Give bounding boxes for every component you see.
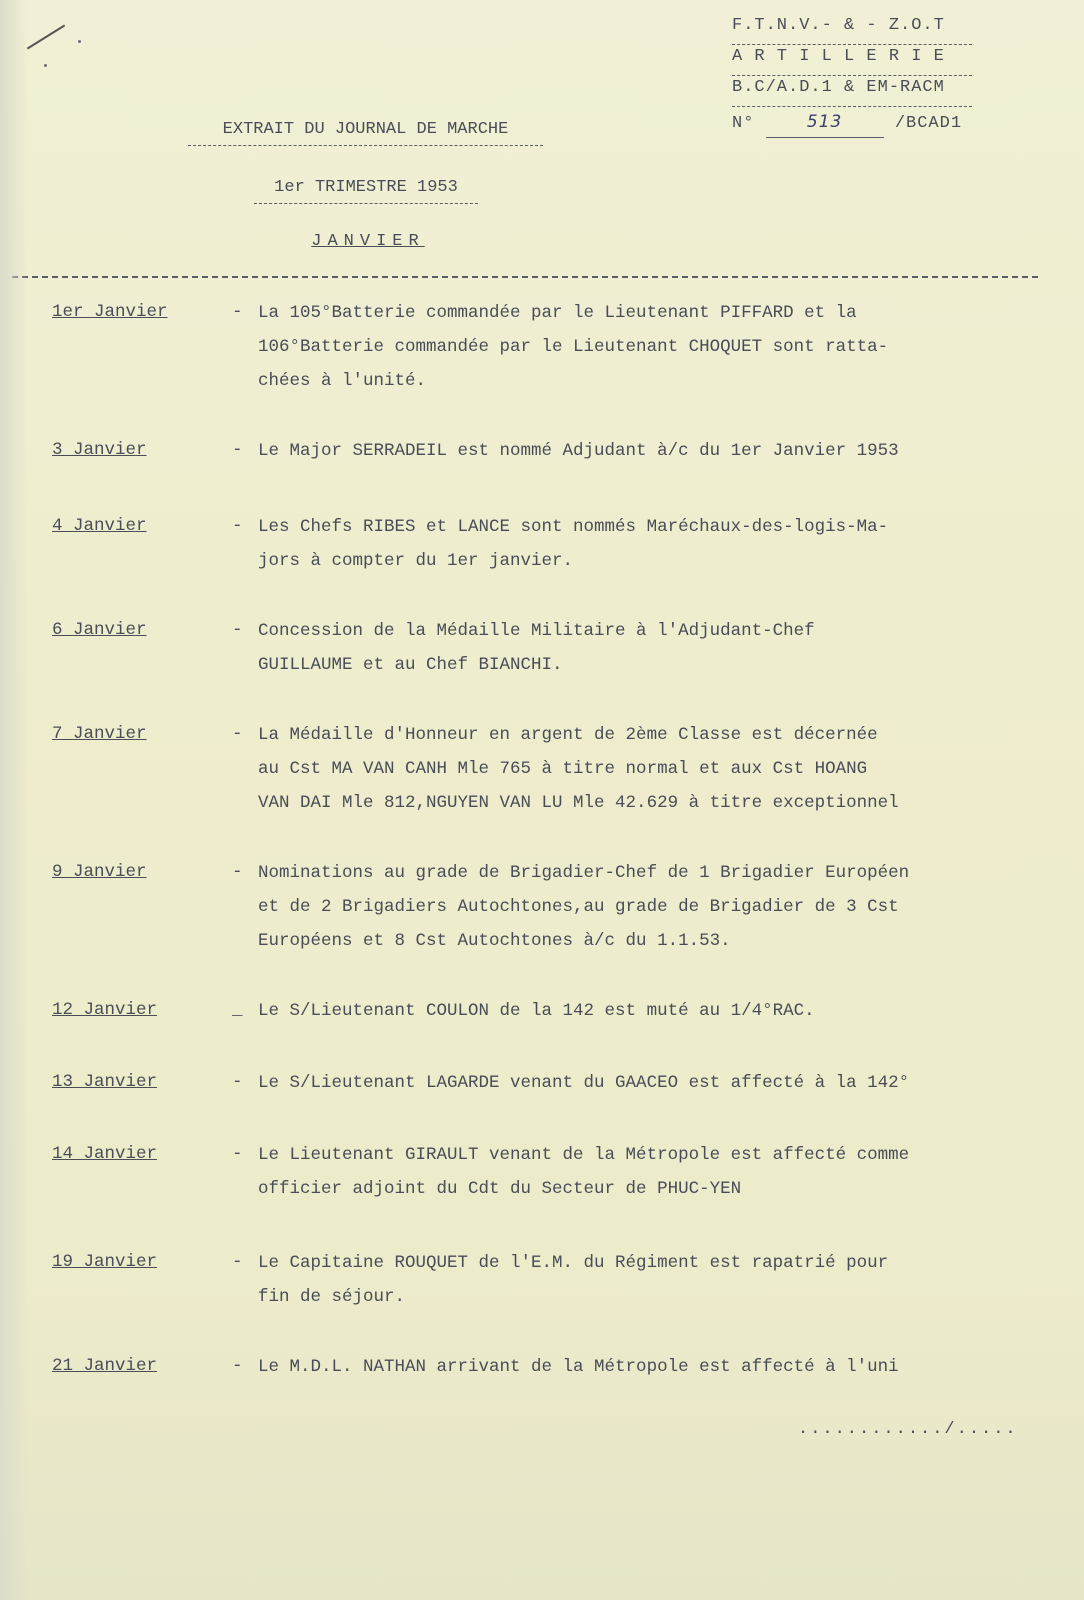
ref-suffix: /BCAD1 bbox=[894, 114, 963, 133]
punch-hole bbox=[78, 40, 81, 43]
entry-date: 9 Janvier bbox=[52, 862, 147, 882]
entry-line: Le Capitaine ROUQUET de l'E.M. du Régiment est rapatrié pour bbox=[258, 1253, 889, 1273]
unit-line-3: B.C/A.D.1 & EM-RACM bbox=[732, 76, 972, 107]
entry-text bbox=[258, 1350, 1048, 1384]
entry-line: chées à l'unité. bbox=[258, 371, 427, 391]
entry-date: 3 Janvier bbox=[52, 440, 147, 460]
entry-line: Le Lieutenant GIRAULT venant de la Métropole est affecté comme bbox=[258, 1145, 910, 1165]
entry-line: jors à compter du 1er janvier. bbox=[258, 551, 574, 571]
entry-text bbox=[258, 510, 1048, 578]
entry-line: 106°Batterie commandée par le Lieutenant CHOQUET sont ratta- bbox=[258, 337, 889, 357]
entry-line: et de 2 Brigadiers Autochtones,au grade de Brigadier de 3 Cst bbox=[258, 897, 899, 917]
reference-number bbox=[732, 107, 972, 137]
entry-date: 12 Janvier bbox=[52, 1000, 158, 1020]
entry-dash: - bbox=[232, 516, 243, 536]
entry-line: Le Major SERRADEIL est nommé Adjudant à/c du 1er Janvier 1953 bbox=[258, 441, 899, 461]
unit-line-2: A R T I L L E R I E bbox=[732, 45, 972, 76]
entry-line: GUILLAUME et au Chef BIANCHI. bbox=[258, 655, 563, 675]
entry-dash: - bbox=[232, 1144, 243, 1164]
entry-line: Les Chefs RIBES et LANCE sont nommés Maréchaux-des-logis-Ma- bbox=[258, 517, 889, 537]
entry-text bbox=[258, 1138, 1048, 1206]
entry-date: 14 Janvier bbox=[52, 1144, 158, 1164]
entry-line: Concession de la Médaille Militaire à l'Adjudant-Chef bbox=[258, 621, 815, 641]
entry-line: au Cst MA VAN CANH Mle 765 à titre normal et aux Cst HOANG bbox=[258, 759, 868, 779]
ref-prefix: N° bbox=[732, 114, 755, 133]
entry-text bbox=[258, 1066, 1048, 1100]
ref-number: 513 bbox=[766, 107, 884, 138]
unit-line-1: F.T.N.V.- & - Z.O.T bbox=[732, 14, 972, 45]
entry-line: Le M.D.L. NATHAN arrivant de la Métropole est affecté à l'uni bbox=[258, 1357, 899, 1377]
entry-text bbox=[258, 718, 1048, 820]
entry-text bbox=[258, 1246, 1048, 1314]
entry-dash: - bbox=[232, 1356, 243, 1376]
title-month: JANVIER bbox=[311, 232, 425, 251]
entry-dash: - bbox=[232, 862, 243, 882]
entry-date: 19 Janvier bbox=[52, 1252, 158, 1272]
entry-line: Le S/Lieutenant LAGARDE venant du GAACEO est affecté à la 142° bbox=[258, 1073, 910, 1093]
continuation-marker: ............/..... bbox=[798, 1420, 1018, 1439]
entry-line: fin de séjour. bbox=[258, 1287, 406, 1307]
entry-dash: - bbox=[232, 440, 243, 460]
title-main: EXTRAIT DU JOURNAL DE MARCHE bbox=[188, 120, 543, 146]
entry-dash: - bbox=[232, 620, 243, 640]
entry-line: Européens et 8 Cst Autochtones à/c du 1.1.53. bbox=[258, 931, 731, 951]
entry-date: 21 Janvier bbox=[52, 1356, 158, 1376]
entry-text bbox=[258, 614, 1048, 682]
entry-date: 7 Janvier bbox=[52, 724, 147, 744]
entry-date: 1er Janvier bbox=[52, 302, 168, 322]
entry-line: officier adjoint du Cdt du Secteur de PHUC-YEN bbox=[258, 1179, 742, 1199]
entry-date: 6 Janvier bbox=[52, 620, 147, 640]
entry-text bbox=[258, 434, 1048, 468]
punch-hole bbox=[44, 64, 47, 67]
entry-dash: - bbox=[232, 302, 243, 322]
entry-text bbox=[258, 994, 1048, 1028]
entry-date: 4 Janvier bbox=[52, 516, 147, 536]
entry-line: La 105°Batterie commandée par le Lieutenant PIFFARD et la bbox=[258, 303, 857, 323]
entry-line: VAN DAI Mle 812,NGUYEN VAN LU Mle 42.629 à titre exceptionnel bbox=[258, 793, 899, 813]
pen-mark bbox=[27, 24, 65, 49]
separator-line bbox=[12, 276, 1038, 278]
entry-date: 13 Janvier bbox=[52, 1072, 158, 1092]
entry-dash: _ bbox=[232, 1000, 243, 1020]
entry-dash: - bbox=[232, 1072, 243, 1092]
entry-line: Le S/Lieutenant COULON de la 142 est muté au 1/4°RAC. bbox=[258, 1001, 815, 1021]
title-period: 1er TRIMESTRE 1953 bbox=[254, 178, 478, 204]
entry-dash: - bbox=[232, 1252, 243, 1272]
entry-text bbox=[258, 856, 1048, 958]
entry-text bbox=[258, 296, 1048, 398]
entry-dash: - bbox=[232, 724, 243, 744]
entry-line: Nominations au grade de Brigadier-Chef de 1 Brigadier Européen bbox=[258, 863, 910, 883]
unit-header bbox=[732, 14, 972, 137]
entry-line: La Médaille d'Honneur en argent de 2ème Classe est décernée bbox=[258, 725, 878, 745]
